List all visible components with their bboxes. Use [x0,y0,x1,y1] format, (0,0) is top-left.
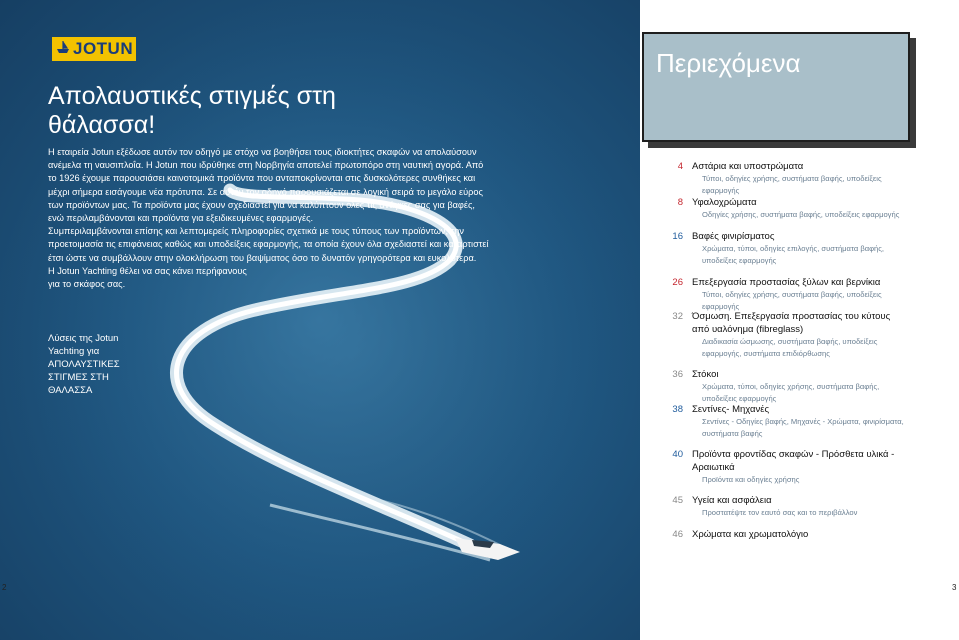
intro-text [48,146,493,291]
toc-page-number: 36 [672,369,683,380]
toc-entry-title: Αστάρια και υποστρώματα [692,161,804,172]
toc-entry-title: Βαφές φινιρίσματος [692,231,775,242]
intro-paragraph: για το σκάφος σας. [48,279,126,290]
toc-entry-title: Όσμωση. Επεξεργασία προστασίας του κύτους από υαλόνημα (fibreglass) [692,311,891,335]
toc-title-box [642,32,910,142]
toc-entry-description: Χρώματα, τύποι, οδηγίες χρήσης, συστήματα βαφής, υποδείξεις εφαρμογής [702,382,880,403]
toc-entry-title: Προϊόντα φροντίδας σκαφών - Πρόσθετα υλικά - Αραιωτικά [692,449,895,473]
toc-entry-title: Σεντίνες- Μηχανές [692,404,770,415]
logo-text: JOTUN [73,39,134,58]
toc-entry-description: Προϊόντα και οδηγίες χρήσης [702,475,800,484]
toc-page-number: 38 [672,404,683,415]
toc-entry-title: Υγεία και ασφάλεια [692,495,772,506]
toc-page-number: 46 [672,529,683,540]
sidenote: Λύσεις της Jotun Yachting για ΑΠΟΛΑΥΣΤΙΚΕΣ ΣΤΙΓΜΕΣ ΣΤΗ ΘΑΛΑΣΣΑ [48,333,120,396]
page-number-left: 2 [2,583,7,592]
toc-page-number: 8 [677,197,683,208]
toc-entry-description: Σεντίνες - Οδηγίες βαφής, Μηχανές - Χρώματα, φινιρίσματα, συστήματα βαφής [702,417,904,438]
toc-entry-description: Τύποι, οδηγίες χρήσης, συστήματα βαφής, υποδείξεις εφαρμογής [702,290,882,311]
toc-entry-title: Χρώματα και χρωματολόγιο [692,529,809,540]
toc-entry-description: Οδηγίες χρήσης, συστήματα βαφής, υποδείξεις εφαρμογής [702,210,900,219]
page-headline: Απολαυστικές στιγμές στη θάλασσα! [48,82,336,139]
toc-page-number: 26 [672,277,683,288]
toc-entry[interactable] [660,494,905,519]
toc-entry-title: Υφαλοχρώματα [692,197,757,208]
toc-entry[interactable] [660,310,905,360]
toc-entry[interactable] [660,160,905,197]
toc-entry-description: Προστατέψτε τον εαυτό σας και το περιβάλλον [702,508,858,517]
toc-entry-title: Επεξεργασία προστασίας ξύλων και βερνίκια [692,277,881,288]
ship-icon [56,40,70,59]
jotun-logo [52,37,136,61]
page-number-right: 3 [952,583,957,592]
toc-entry[interactable] [660,230,905,267]
toc-entry-description: Χρώματα, τύποι, οδηγίες επιλογής, συστήματα βαφής, υποδείξεις εφαρμογής [702,244,885,265]
toc-entry[interactable] [660,448,905,486]
intro-paragraph: Συμπεριλαμβάνονται επίσης και λεπτομερείς πληροφορίες σχετικά με τους τύπους των προϊόντων, την προετοιμασία τις επιφάνειας καθώς και υποδείξεις εφαρμογής, τα οποία έχουν όλα σχεδιαστεί και καταρτιστεί έτσι ώστε να συμβάλλουν στην ολοκλήρωση του βαψίματος όσο το δυνατόν γρηγορότερα και ευκολότερα. [48,226,489,263]
toc-title: Περιεχόμενα [656,48,801,78]
toc-entry-description: Διαδικασία ώσμωσης, συστήματα βαφής, υποδείξεις εφαρμογής, συστήματα επιδιόρθωσης [702,337,878,358]
toc-entry[interactable] [660,368,905,405]
toc-page-number: 45 [672,495,683,506]
toc-entry[interactable] [660,528,905,541]
toc-entry-description: Τύποι, οδηγίες χρήσης, συστήματα βαφής, υποδείξεις εφαρμογής [702,174,882,195]
intro-paragraph: Η Jotun Yachting θέλει να σας κάνει περήφανους [48,265,247,276]
toc-entry-title: Στόκοι [692,369,719,380]
toc-entry[interactable] [660,196,905,221]
toc-entry[interactable] [660,403,905,440]
toc-page-number: 4 [677,161,683,172]
toc-page-number: 16 [672,231,683,242]
toc-entry[interactable] [660,276,905,313]
toc-page-number: 32 [672,311,683,322]
intro-paragraph: Η εταιρεία Jotun εξέδωσε αυτόν τον οδηγό με στόχο να βοηθήσει τους ιδιοκτήτες σκαφών να απολαύσουν ανέμελα τη ναυσιπλοΐα. Η Jotun που ιδρύθηκε στη Νορβηγία αποτελεί πρωτοπόρο στη ναυτική αγορά. Από το 1926 έχουμε παρουσιάσει καινοτομικά προϊόντα που ανταποκρίνονται στις δυσκολότερες συνθήκες και μέχρι σήμερα εισάγουμε νέα πρότυπα. Σε αυτόν τον οδηγό παρουσιάζεται σε λογική σειρά το μεγάλο εύρος των προϊόντων μας. Τα προϊόντα μας έχουν σχεδιαστεί για να καλύπτουν όλες τις ανάγκες σας για βαφές, ενώ περιλαμβάνονται και προϊόντα για εξειδικευμένες εφαρμογές. [48,147,484,224]
toc-page-number: 40 [672,449,683,460]
